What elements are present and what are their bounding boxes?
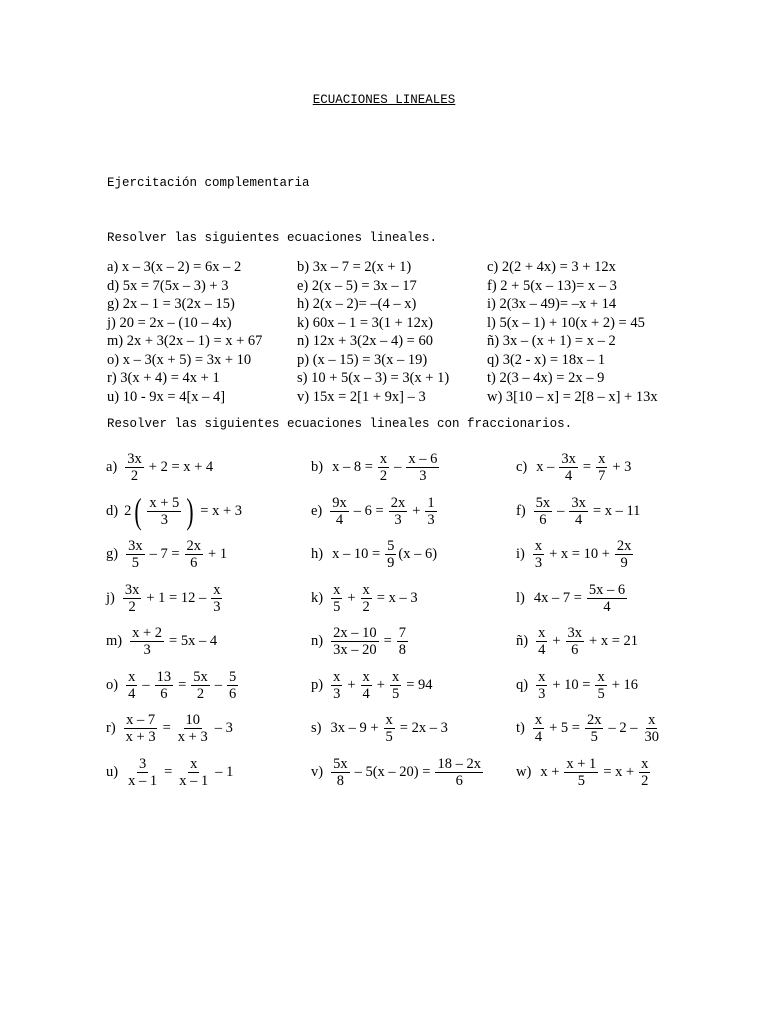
fraction xyxy=(534,495,553,528)
equation: j) 20 = 2x – (10 – 4x) xyxy=(107,314,232,331)
fraction xyxy=(361,582,372,615)
equation-k xyxy=(311,577,516,621)
numerator: 18 – 2x xyxy=(437,755,481,772)
equation: t) 2(3 – 4x) = 2x – 9 xyxy=(487,370,605,386)
equation-term: + 1 = 12 – xyxy=(146,589,207,606)
equation-term: + x = 21 xyxy=(589,633,639,650)
equation: c) 2(2 + 4x) = 3 + 12x xyxy=(487,259,616,275)
numerator: x xyxy=(641,755,649,772)
fraction xyxy=(385,538,396,571)
numerator: 2x xyxy=(586,712,602,729)
parenthesis: ) xyxy=(186,491,194,532)
denominator: 9 xyxy=(620,555,628,572)
denominator: 3 xyxy=(213,598,221,615)
fraction xyxy=(533,712,544,745)
numerator: 3x xyxy=(571,494,586,511)
equation-label: a) xyxy=(106,459,118,476)
equation-term: + xyxy=(347,589,356,606)
equation-nn xyxy=(516,620,666,664)
equation-term: + xyxy=(552,633,561,650)
denominator: 3 xyxy=(394,511,402,528)
equation-term: 4x – 7 = xyxy=(533,589,582,606)
equation-label: j) xyxy=(106,589,115,606)
equation-label: r) xyxy=(106,720,116,737)
equation-term: + 3 xyxy=(612,459,632,476)
equation-term: = xyxy=(582,459,592,476)
equation: u) 10 - 9x = 4[x – 4] xyxy=(107,388,226,405)
equation-term: x – 8 = xyxy=(332,459,373,476)
denominator: 3 xyxy=(333,685,341,702)
fraction-equations-grid xyxy=(106,446,666,794)
fraction xyxy=(390,669,401,702)
equation-term: = 94 xyxy=(406,676,433,693)
fraction xyxy=(227,669,238,702)
numerator: 3x xyxy=(567,625,583,642)
fraction xyxy=(569,495,588,528)
equation: m) 2x + 3(2x – 1) = x + 67 xyxy=(107,333,263,349)
denominator: 2 xyxy=(130,468,139,485)
denominator: x – 1 xyxy=(128,772,158,789)
equation-n xyxy=(311,620,516,664)
denominator: 3 xyxy=(538,685,546,702)
equation-term: – 2 – xyxy=(608,720,638,737)
numerator: 10 xyxy=(185,712,201,729)
fraction xyxy=(639,756,650,789)
numerator: 3x xyxy=(128,538,143,555)
fraction xyxy=(123,582,142,615)
equation-t xyxy=(516,707,666,751)
numerator: 5x xyxy=(193,668,208,685)
fraction xyxy=(126,756,159,789)
fraction xyxy=(191,669,210,702)
numerator: 2x – 10 xyxy=(333,625,377,642)
equation: e) 2(x – 5) = 3x – 17 xyxy=(297,277,417,294)
equation-term: + x = 10 + xyxy=(549,546,610,563)
equation-a xyxy=(106,446,311,490)
numerator: x xyxy=(385,712,393,729)
linear-equations-grid xyxy=(107,258,667,406)
denominator: 6 xyxy=(539,511,547,528)
fraction xyxy=(378,451,389,484)
equation: o) x – 3(x + 5) = 3x + 10 xyxy=(107,351,252,368)
equation-label: m) xyxy=(106,633,123,650)
numerator: 2x xyxy=(390,494,406,511)
equation-term: + 1 xyxy=(208,546,228,563)
denominator: 8 xyxy=(336,772,344,789)
equation-f xyxy=(516,490,666,534)
denominator: 4 xyxy=(575,511,583,528)
equation-term: – 5(x – 20) = xyxy=(354,763,431,780)
equation-term: = x – 11 xyxy=(592,502,641,519)
section-subtitle: Ejercitación complementaria xyxy=(107,176,310,190)
fraction xyxy=(389,495,408,528)
numerator: 2x xyxy=(186,538,202,555)
denominator: 7 xyxy=(598,468,606,485)
parenthesis: ( xyxy=(134,491,142,532)
denominator: 6 xyxy=(190,555,198,572)
equation-term: x + xyxy=(540,763,560,780)
equation: g) 2x – 1 = 3(2x – 15) xyxy=(107,296,235,312)
fraction xyxy=(361,669,372,702)
denominator: 4 xyxy=(128,685,136,702)
numerator: 5x xyxy=(333,755,348,772)
numerator: x xyxy=(598,451,606,468)
equation-o xyxy=(106,664,311,708)
denominator: 3x – 20 xyxy=(333,642,377,659)
fraction xyxy=(126,669,137,702)
equation-term: + xyxy=(347,676,356,693)
numerator: x xyxy=(391,668,400,685)
denominator: x – 1 xyxy=(179,772,209,789)
equation-d xyxy=(106,490,311,534)
equation-label: i) xyxy=(516,546,525,563)
numerator: x xyxy=(213,581,221,598)
fraction xyxy=(211,582,222,615)
equation-label: w) xyxy=(516,763,532,780)
equation-label: h) xyxy=(311,546,324,563)
equation-label: l) xyxy=(516,589,525,606)
fraction xyxy=(176,712,210,745)
denominator: 5 xyxy=(131,555,139,572)
equation: d) 5x = 7(5x – 3) + 3 xyxy=(107,277,229,294)
denominator: 6 xyxy=(571,642,579,659)
denominator: 5 xyxy=(391,685,400,702)
numerator: 5x xyxy=(535,494,551,511)
equation-b xyxy=(311,446,516,490)
equation: w) 3[10 – x] = 2[8 – x] + 13x xyxy=(487,388,658,405)
equation-q xyxy=(516,664,666,708)
equation-label: e) xyxy=(311,502,323,519)
equation-label: b) xyxy=(311,459,324,476)
equation-label: ñ) xyxy=(516,633,529,650)
denominator: 5 xyxy=(577,772,585,789)
equation-term: = xyxy=(164,763,173,780)
equation-term: + xyxy=(412,502,421,519)
denominator: 2 xyxy=(128,598,136,615)
equation-term: + 10 = xyxy=(552,676,591,693)
equation-m xyxy=(106,620,311,664)
numerator: x xyxy=(333,668,341,685)
equation-v xyxy=(311,751,516,795)
equation-label: f) xyxy=(516,502,526,519)
fraction xyxy=(587,582,627,615)
equation-g xyxy=(106,533,311,577)
equation: q) 3(2 - x) = 18x – 1 xyxy=(487,351,606,368)
fraction xyxy=(331,756,350,789)
denominator: 3 xyxy=(419,468,427,485)
equation-label: t) xyxy=(516,720,525,737)
numerator: 2x xyxy=(616,538,632,555)
denominator: 30 xyxy=(644,729,659,746)
denominator: 4 xyxy=(362,685,370,702)
numerator: x xyxy=(333,581,341,598)
equation-i xyxy=(516,533,666,577)
equation-l xyxy=(516,577,666,621)
equation-p xyxy=(311,664,516,708)
denominator: 6 xyxy=(229,685,237,702)
numerator: x xyxy=(534,538,543,555)
equation: k) 60x – 1 = 3(1 + 12x) xyxy=(297,314,433,331)
fraction xyxy=(124,712,158,745)
equation-h xyxy=(311,533,516,577)
instruction-linear: Resolver las siguientes ecuaciones lineales. xyxy=(107,231,438,245)
numerator: 7 xyxy=(398,625,407,642)
numerator: x xyxy=(597,668,605,685)
equation: s) 10 + 5(x – 3) = 3(x + 1) xyxy=(297,370,450,386)
numerator: x + 1 xyxy=(566,755,597,772)
fraction xyxy=(425,495,436,528)
equation: r) 3(x + 4) = 4x + 1 xyxy=(107,370,220,386)
denominator: 4 xyxy=(335,511,344,528)
equation-term: – 6 = xyxy=(353,502,384,519)
numerator: x xyxy=(379,451,388,468)
denominator: 5 xyxy=(590,729,598,746)
denominator: 2 xyxy=(196,685,205,702)
equation-term: + 2 = x + 4 xyxy=(148,459,214,476)
numerator: x xyxy=(362,668,370,685)
fraction xyxy=(435,756,483,789)
equation-term: = 5x – 4 xyxy=(169,633,218,650)
equation: b) 3x – 7 = 2(x + 1) xyxy=(297,259,412,275)
denominator: 2 xyxy=(362,598,370,615)
equation-term: – xyxy=(557,502,565,519)
numerator: 5x – 6 xyxy=(588,581,626,598)
fraction xyxy=(595,669,606,702)
numerator: 3 xyxy=(138,755,147,772)
equation-term: – 3 xyxy=(214,720,233,737)
equation-r xyxy=(106,707,311,751)
equation-term: – xyxy=(142,676,150,693)
equation-term: (x – 6) xyxy=(398,546,438,563)
fraction xyxy=(331,582,342,615)
denominator: 8 xyxy=(398,642,407,659)
denominator: 6 xyxy=(160,685,168,702)
numerator: x – 7 xyxy=(126,712,156,729)
fraction xyxy=(559,451,578,484)
equation-u xyxy=(106,751,311,795)
numerator: 1 xyxy=(427,494,435,511)
denominator: 3 xyxy=(427,511,435,528)
fraction xyxy=(566,625,585,658)
fraction xyxy=(177,756,210,789)
equation-term: x – 10 = xyxy=(332,546,381,563)
equation-term: = xyxy=(383,633,392,650)
denominator: 4 xyxy=(538,642,546,659)
fraction xyxy=(536,625,547,658)
equation-label: v) xyxy=(311,763,324,780)
numerator: x xyxy=(538,668,546,685)
equation-term: 2 xyxy=(124,502,132,519)
equation-label: c) xyxy=(516,459,528,476)
numerator: 5 xyxy=(387,538,395,555)
equation-label: n) xyxy=(311,633,324,650)
numerator: x xyxy=(534,712,543,729)
fraction xyxy=(185,538,204,571)
equation-term: = x – 3 xyxy=(376,589,418,606)
equation-label: g) xyxy=(106,546,119,563)
equation-j xyxy=(106,577,311,621)
denominator: 2 xyxy=(379,468,388,485)
equation-s xyxy=(311,707,516,751)
fraction xyxy=(536,669,547,702)
equation-term: = x + 3 xyxy=(200,502,243,519)
equation-label: u) xyxy=(106,763,119,780)
fraction xyxy=(147,495,181,528)
denominator: x + 3 xyxy=(125,729,156,746)
denominator: 9 xyxy=(387,555,395,572)
equation-term: x – xyxy=(536,459,555,476)
equation: h) 2(x – 2)= –(4 – x) xyxy=(297,296,417,312)
equation-label: k) xyxy=(311,589,324,606)
equation-w xyxy=(516,751,666,795)
equation-term: + xyxy=(376,676,385,693)
equation-term: = 2x – 3 xyxy=(399,720,448,737)
equation-label: q) xyxy=(516,676,529,693)
denominator: 4 xyxy=(534,729,543,746)
equation-term: – xyxy=(394,459,402,476)
equation-term: – 1 xyxy=(215,763,234,780)
equation-label: d) xyxy=(106,502,119,519)
fraction xyxy=(155,669,174,702)
equation-c xyxy=(516,446,666,490)
numerator: 5 xyxy=(229,668,237,685)
fraction xyxy=(126,538,145,571)
fraction xyxy=(533,538,544,571)
fraction xyxy=(331,669,342,702)
numerator: 3x xyxy=(561,451,576,468)
denominator: 5 xyxy=(333,598,341,615)
equation: n) 12x + 3(2x – 4) = 60 xyxy=(297,333,433,349)
equation: f) 2 + 5(x – 13)= x – 3 xyxy=(487,277,617,294)
equation-term: = xyxy=(162,720,171,737)
equation-term: = xyxy=(178,676,187,693)
fraction xyxy=(564,756,598,789)
fraction xyxy=(596,451,607,484)
numerator: x xyxy=(190,755,198,772)
page-title: ECUACIONES LINEALES xyxy=(312,93,456,107)
denominator: 5 xyxy=(597,685,605,702)
numerator: x xyxy=(128,668,136,685)
numerator: 3x xyxy=(127,451,142,468)
equation-term: 3x – 9 + xyxy=(330,720,379,737)
numerator: x + 5 xyxy=(149,494,180,511)
denominator: 2 xyxy=(641,772,649,789)
denominator: 6 xyxy=(455,772,463,789)
denominator: 3 xyxy=(534,555,543,572)
denominator: 3 xyxy=(160,511,168,528)
denominator: 3 xyxy=(143,642,151,659)
numerator: 9x xyxy=(332,494,347,511)
numerator: x xyxy=(362,581,370,598)
equation-label: s) xyxy=(311,720,322,737)
fraction xyxy=(406,451,439,484)
numerator: 3x xyxy=(124,581,140,598)
equation: p) (x – 15) = 3(x – 19) xyxy=(297,351,428,368)
equation-term: – xyxy=(214,676,223,693)
fraction xyxy=(585,712,604,745)
equation-e xyxy=(311,490,516,534)
fraction xyxy=(397,625,408,658)
denominator: 4 xyxy=(565,468,573,485)
numerator: x xyxy=(648,712,656,729)
fraction xyxy=(125,451,144,484)
equation-term: – 7 = xyxy=(149,546,180,563)
denominator: 4 xyxy=(603,598,611,615)
denominator: x + 3 xyxy=(177,729,208,746)
equation: i) 2(3x – 49)= –x + 14 xyxy=(487,296,617,312)
equation: l) 5(x – 1) + 10(x + 2) = 45 xyxy=(487,314,645,331)
equation-term: + 5 = xyxy=(549,720,580,737)
fraction xyxy=(384,712,395,745)
equation: a) x – 3(x – 2) = 6x – 2 xyxy=(107,259,242,275)
numerator: 13 xyxy=(156,668,172,685)
fraction xyxy=(642,712,661,745)
equation-term: = x + xyxy=(603,763,635,780)
denominator: 5 xyxy=(385,729,393,746)
numerator: x + 2 xyxy=(132,625,163,642)
equation-label: o) xyxy=(106,676,119,693)
fraction xyxy=(330,495,349,528)
fraction xyxy=(130,625,164,658)
fraction xyxy=(331,625,379,658)
equation-term: + 16 xyxy=(611,676,639,693)
equation-label: p) xyxy=(311,676,324,693)
equation: v) 15x = 2[1 + 9x] – 3 xyxy=(297,388,426,405)
numerator: x xyxy=(538,625,546,642)
instruction-fractions: Resolver las siguientes ecuaciones lineales con fraccionarios. xyxy=(107,417,573,431)
equation: ñ) 3x – (x + 1) = x – 2 xyxy=(487,333,616,349)
fraction xyxy=(615,538,634,571)
numerator: x – 6 xyxy=(408,451,438,468)
